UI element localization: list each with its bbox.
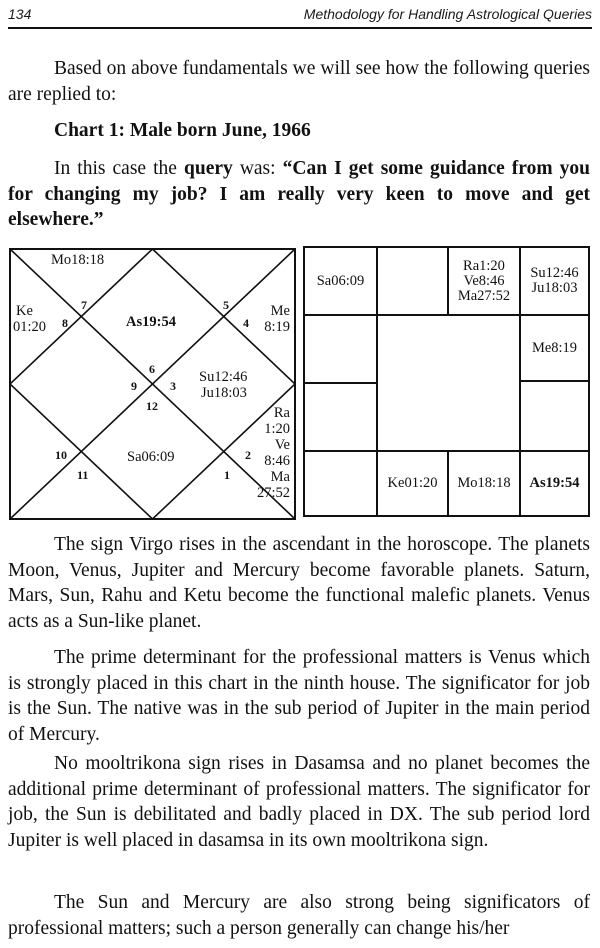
house-label-right-value: 8:19	[264, 319, 290, 335]
body-paragraph-4: The Sun and Mercury are also strong being significators of professional matters; such a person generally can change his/her	[8, 892, 590, 939]
chart-heading: Chart 1: Male born June, 1966	[54, 120, 311, 141]
sign-cell-capricorn	[305, 384, 376, 450]
query-middle: was:	[232, 158, 283, 179]
sign-cell-leo	[521, 382, 588, 450]
cell-text-me: Me8:19	[531, 339, 578, 356]
cell-text-ve: Ve8:46	[463, 272, 505, 289]
cell-text-ma: Ma27:52	[457, 287, 511, 304]
house-label-lower-right-1: Su12:46	[199, 369, 248, 385]
house-label-left-value: 01:20	[13, 319, 47, 335]
house-number-6: 6	[149, 362, 155, 376]
sign-cell-gemini	[521, 248, 588, 314]
intro-paragraph: Based on above fundamentals we will see how the following queries are replied to:	[8, 58, 590, 105]
sign-cell-aries	[378, 248, 447, 314]
sign-cell-virgo	[521, 452, 588, 515]
cell-text-ke: Ke01:20	[387, 475, 438, 491]
sign-cell-libra	[449, 452, 519, 515]
house-label-ma: Ma	[270, 469, 290, 485]
sign-cell-sagittarius	[305, 452, 376, 515]
body-paragraph-2: The prime determinant for the professional matters is Venus which is strongly placed in this chart in the ninth house. The significator for job is the Sun. The native was in the sub period of Jupiter in the main period of Mercury.	[8, 647, 590, 745]
house-label-lower-right-2: Ju18:03	[201, 385, 247, 401]
house-label-top: Mo18:18	[51, 252, 105, 268]
query-quote: “Can I get some guidance from you for changing my job? I am really very keen to move and get elsewhere.”	[8, 158, 590, 230]
house-label-ve: Ve	[274, 437, 290, 453]
house-number-7: 7	[81, 298, 87, 312]
cell-text-mo: Mo18:18	[457, 475, 511, 491]
house-label-ra-value: 1:20	[264, 421, 290, 437]
sign-cell-cancer	[521, 316, 588, 380]
north-indian-chart	[9, 248, 296, 520]
cell-text-ju: Ju18:03	[531, 280, 578, 296]
query-paragraph	[8, 156, 590, 233]
sign-cell-aquarius	[305, 316, 376, 382]
house-label-right-name: Me	[270, 303, 290, 319]
house-number-9: 9	[131, 379, 137, 393]
house-number-11: 11	[77, 468, 89, 482]
house-label-ra: Ra	[273, 405, 290, 421]
house-label-center: As19:54	[126, 314, 176, 330]
cell-text: Sa06:09	[316, 272, 365, 289]
house-number-4: 4	[243, 316, 249, 330]
south-indian-chart	[303, 246, 590, 517]
running-title: Methodology for Handling Astrological Queries	[303, 6, 592, 22]
house-number-3: 3	[170, 379, 176, 393]
sign-cell-pisces	[305, 248, 376, 314]
body-paragraph-3: No mooltrikona sign rises in Dasamsa and no planet becomes the additional prime determinant of professional matters. The significator for job, the Sun is debilitated and badly placed in DX. The sub period lord Jupiter is well placed in dasamsa in its own mooltrikona sign.	[8, 753, 590, 851]
house-number-1: 1	[224, 468, 230, 482]
body-paragraph-1: The sign Virgo rises in the ascendant in the horoscope. The planets Moon, Venus, Jupiter and Mercury become favorable planets. Saturn, Mars, Sun, Rahu and Ketu become the functional malefic planets. Venus acts as a Sun-like planet.	[8, 534, 590, 632]
page-number: 134	[8, 6, 32, 22]
house-label-left-name: Ke	[16, 303, 33, 319]
sign-cell-taurus	[449, 248, 519, 314]
cell-text-su: Su12:46	[530, 265, 579, 281]
house-label-bottom-center: Sa06:09	[127, 449, 175, 465]
sign-cell-scorpio	[378, 452, 447, 515]
house-number-12: 12	[146, 399, 158, 413]
header-rule	[8, 27, 592, 29]
house-number-8: 8	[62, 316, 68, 330]
page-header	[8, 0, 592, 30]
house-number-5: 5	[223, 298, 229, 312]
house-number-2: 2	[245, 448, 251, 462]
cell-text-as: As19:54	[529, 475, 580, 491]
north-chart-lines	[9, 248, 296, 520]
cell-text-ra: Ra1:20	[463, 257, 505, 274]
house-label-ma-value: 27:52	[256, 485, 290, 501]
query-keyword: query	[184, 158, 233, 179]
house-label-ve-value: 8:46	[264, 453, 290, 469]
house-number-10: 10	[55, 448, 67, 462]
query-prefix: In this case the	[54, 158, 185, 179]
